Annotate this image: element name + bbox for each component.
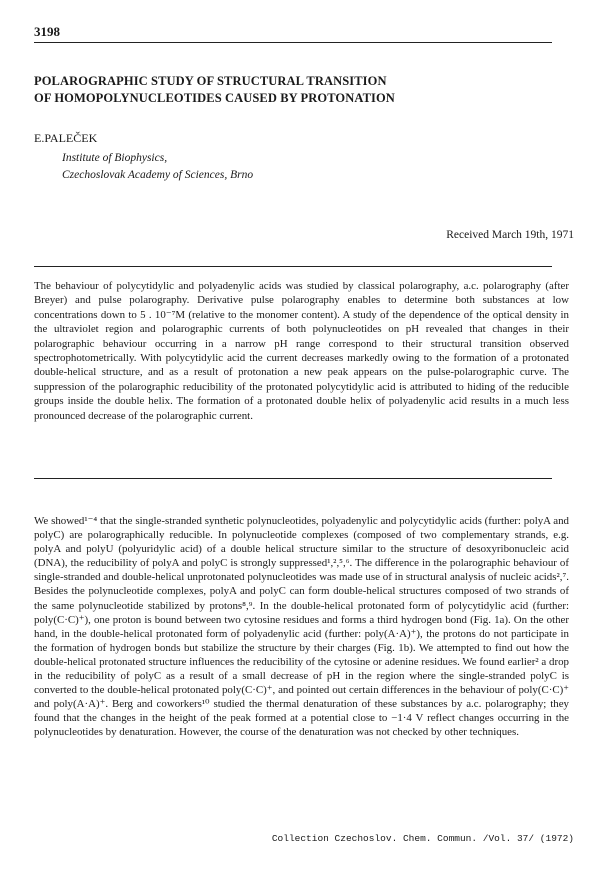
abstract: The behaviour of polycytidylic and polyadenylic acids was studied by classical polarography, a.c. polarography (after Breyer) and pulse polarography. Derivative pulse polarography enables to determine both substances at low concentrations down to 5 . 10⁻⁷M (relative to the monomer content). A study of the dependence of the optical density in the ultraviolet region and polarographic currents of both polynucleotides on pH revealed that changes in their polarographic behaviour occurring in a narrow pH range correspond to their structural transition observed spectrophotometrically. With polycytidylic acid the current decreases markedly owing to the formation of a protonated double-helical structure, and as a result of protonation a new peak appears on the pulse-polarographic curve. The suppression of the polarographic reducibility of the protonated polycytidylic acid is attributed to hiding of the reducible groups inside the double helix. The formation of a protonated double helix of polyadenylic acid results in a much less pronounced decrease of the polarographic current. (34, 280, 569, 422)
received-date: Received March 19th, 1971 (446, 229, 574, 241)
affiliation (62, 150, 253, 184)
header-rule (34, 42, 552, 43)
abstract-top-rule (34, 266, 552, 267)
affiliation-line-2: Czechoslovak Academy of Sciences, Brno (62, 169, 254, 181)
affiliation-line-1: Institute of Biophysics, (62, 152, 168, 164)
article-title (34, 73, 574, 107)
author-name: E.PALEČEK (34, 131, 98, 145)
abstract-bottom-rule (34, 478, 552, 479)
page-number: 3198 (34, 24, 60, 39)
journal-footer: Collection Czechoslov. Chem. Commun. /Vol. 37/ (1972) (271, 833, 574, 844)
title-line-1: POLAROGRAPHIC STUDY OF STRUCTURAL TRANSITION (34, 74, 387, 88)
body-text: We showed¹⁻⁴ that the single-stranded synthetic polynucleotides, polyadenylic and polycytidylic acids (further: polyA and polyC) are polarographically reducible. In polynucleotide complexes (composed of two complementary strands, e.g. polyA and polyU (polyuridylic acid) of a double helical structure similar to the structure of desoxyribonucleic acid (DNA), the reducibility of polyA and polyC is strongly suppressed¹,²,⁵,⁶. The difference in the polarographic behaviour of single-stranded and double-helical unprotonated polynucleotides was made use of in structural analysis of nucleic acids²,⁷. Besides the polynucleotide complexes, polyA and polyC can form double-helical structures composed of two strands of the same polynucleotide stabilized by protons⁸,⁹. In the double-helical protonated form of polycytidylic acid (further: poly(C·C)⁺), one proton is bound between two cytosine residues and forms a third hydrogen bond (Fig. 1a). On the other hand, in the double-helical protonated form of polyadenylic acid (further: poly(A·A)⁺), the protons do not participate in the formation of hydrogen bonds but stabilize the structure by their charges (Fig. 1b). We attempted to find out how the double-helical protonated structure influences the reducibility of the cytosine or adenine residues. We found earlier² a drop in the reducibility of polyC as a result of a small decrease of pH in the region where the single-stranded polyC is converted to the double-helical protonated poly(C·C)⁺, and pointed out certain differences in the behaviour of poly(C·C)⁺ and poly(A·A)⁺. Berg and coworkers¹⁰ studied the thermal denaturation of these substances by a.c. polarography; they found that the changes in the height of the peak formed at a potential close to −1·4 V reflect changes occurring in the polynucleotides by denaturation. However, the course of the denaturation was not checked by other techniques. (34, 515, 569, 739)
title-line-2: OF HOMOPOLYNUCLEOTIDES CAUSED BY PROTONATION (34, 91, 395, 105)
